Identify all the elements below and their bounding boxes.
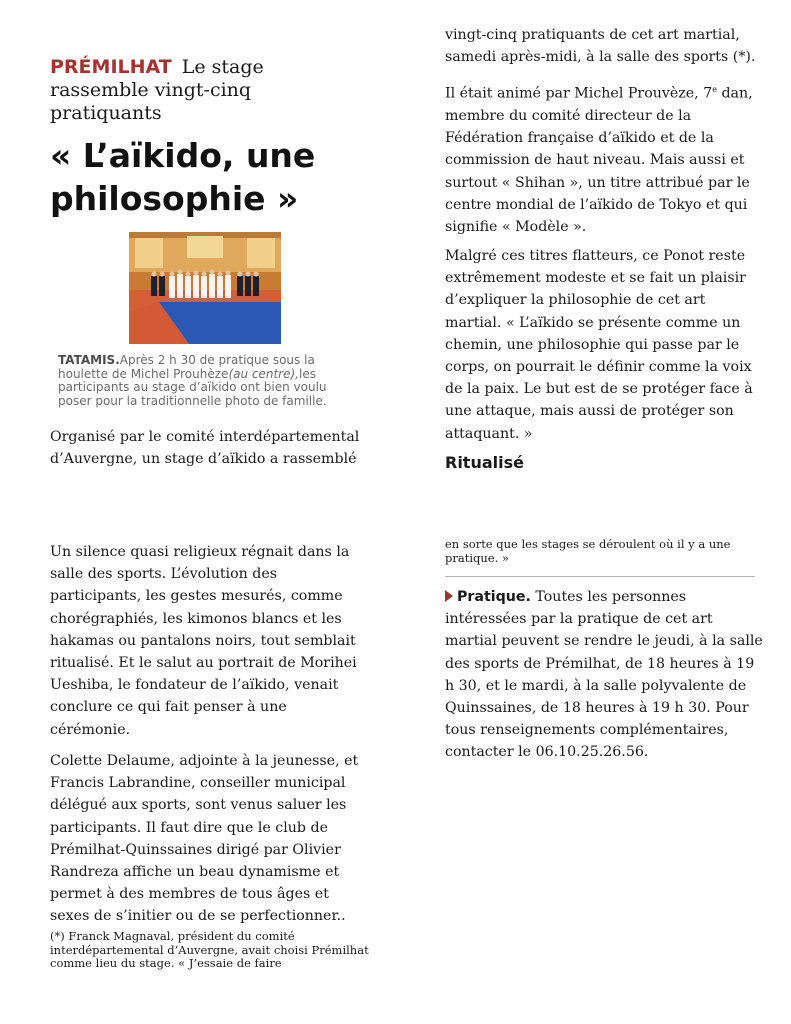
arrow-bullet-icon bbox=[445, 590, 453, 602]
col1-footnote: (*) Franck Magnaval, président du comité interdépartemental d’Auvergne, avait choisi Prémilhat comme lieu du stage. « J’essaie de faire bbox=[50, 929, 369, 970]
caption-emphasis: (au centre), bbox=[228, 366, 299, 381]
col2-paragraph-2 bbox=[445, 79, 765, 238]
col1-paragraph-3: Colette Delaume, adjointe à la jeunesse, et Francis Labrandine, conseiller municipal délégué aux sports, sont venus saluer les participants. Il faut dire que le club de Prémilhat-Quinssaines dirigé par Olivier Randreza affiche un beau dynamisme et permet à des membres de tous âges et sexes de s’initier ou de se perfectionner.. bbox=[50, 753, 359, 925]
section-subhead: Ritualisé bbox=[445, 453, 524, 472]
col1-paragraph-2: Un silence quasi religieux régnait dans la salle des sports. L’évolution des participants, les gestes mesurés, comme chorégraphiés, les kimonos blancs et les hakamas ou pantalons noirs, tout semblait ritualisé. Et le salut au portrait de Morihei Ueshiba, le fondateur de l’aïkido, venait conclure ce qui fait penser à une cérémonie. bbox=[50, 544, 357, 738]
col2-paragraph-2-end: dan, membre du comité directeur de la Fédération française d’aïkido et de la commission de haut niveau. Mais aussi et surtout « Shihan », un titre attribué par le centre mondial de l’aïkido de Tokyo et qui signifie « Modèle ». bbox=[445, 85, 753, 235]
article-photo bbox=[129, 232, 281, 344]
caption-lead: TATAMIS. bbox=[58, 353, 120, 367]
photo-caption bbox=[58, 354, 358, 408]
col2-continuation: en sorte que les stages se déroulent où il y a une pratique. » bbox=[445, 537, 731, 565]
ordinal-superscript: e bbox=[712, 85, 717, 94]
pratique-text: Toutes les personnes intéressées par la pratique de cet art martial peuvent se rendre le jeudi, à la salle des sports de Prémilhat, de 18 heures à 19 h 30, et le mardi, à la salle polyvalente de Quinssaines, de 18 heures à 19 h 30. Pour tous renseignements complémentaires, contacter le 06.10.25.26.56. bbox=[445, 589, 763, 761]
article-deck-block bbox=[50, 56, 340, 125]
caption-text-1: Après 2 h 30 de pratique sous la houlette de Michel Prouhèze bbox=[58, 353, 315, 381]
caption-text-2: les participants au stage d’aïkido ont bien voulu poser pour la traditionnelle photo de famille. bbox=[58, 366, 327, 408]
article-headline: « L’aïkido, une philosophie » bbox=[50, 136, 316, 218]
pratique-label: Pratique. bbox=[457, 589, 531, 605]
col1-paragraph-1: Organisé par le comité interdépartemental d’Auvergne, un stage d’aïkido a rassemblé bbox=[50, 429, 360, 468]
article-deck: Le stage rassemble vingt-cinq pratiquants bbox=[50, 56, 264, 124]
col2-paragraph-1: vingt-cinq pratiquants de cet art martial, samedi après-midi, à la salle des sports (*). bbox=[445, 27, 756, 66]
group-photo-image bbox=[129, 232, 281, 344]
pratique-box bbox=[445, 586, 765, 764]
section-divider bbox=[445, 576, 755, 577]
col2-paragraph-2-start: Il était animé par Michel Prouvèze, 7 bbox=[445, 85, 713, 102]
col2-paragraph-3: Malgré ces titres flatteurs, ce Ponot reste extrêmement modeste et se fait un plaisir d’expliquer la philosophie de cet art martial. « L’aïkido se présente comme un chemin, une philosophie qui passe par le corps, on pourrait le définir comme la voix de la paix. Le but est de se protéger face à une attaque, mais aussi de protéger son attaquant. » bbox=[445, 248, 753, 442]
kicker-location: PRÉMILHAT bbox=[50, 56, 172, 78]
